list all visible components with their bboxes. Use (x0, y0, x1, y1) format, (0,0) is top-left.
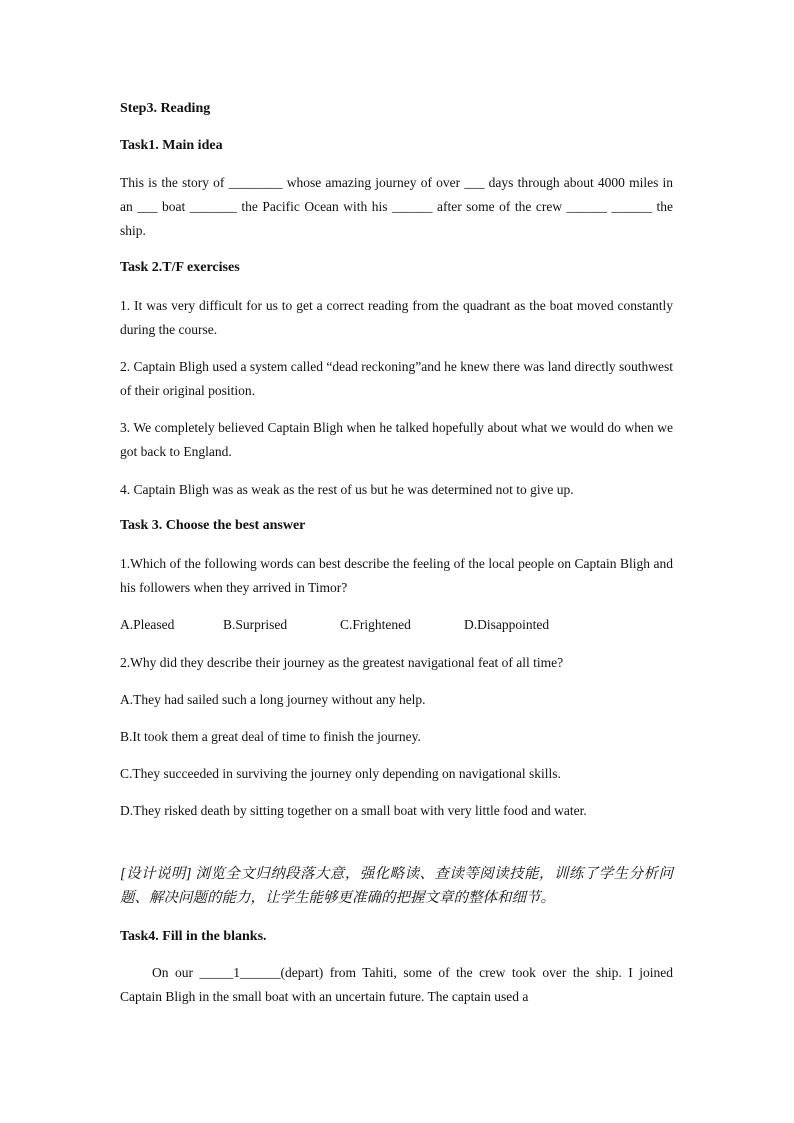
question-1-options (120, 616, 673, 634)
task4-heading: Task4. Fill in the blanks. (120, 929, 267, 944)
tf-item-3: 3. We completely believed Captain Bligh when he talked hopefully about what we would do when we got back to England. (120, 420, 673, 459)
task3-heading: Task 3. Choose the best answer (120, 518, 306, 533)
q1-option-b: B.Surprised (223, 617, 288, 632)
task2-heading: Task 2.T/F exercises (120, 260, 240, 275)
design-note: [设计说明] 浏览全文归纳段落大意，强化略读、查读等阅读技能，训练了学生分析问题、解决问题的能力，让学生能够更准确的把握文章的整体和细节。 (120, 866, 673, 906)
question-1: 1.Which of the following words can best describe the feeling of the local people on Captain Bligh and his followers when they arrived in Timor? (120, 556, 673, 595)
step3-heading: Step3. Reading (120, 101, 211, 116)
q1-option-d: D.Disappointed (464, 617, 550, 632)
q2-option-a: A.They had sailed such a long journey without any help. (120, 692, 426, 707)
tf-item-1: 1. It was very difficult for us to get a correct reading from the quadrant as the boat moved constantly during the course. (120, 298, 673, 337)
q2-option-b: B.It took them a great deal of time to finish the journey. (120, 729, 421, 744)
question-2: 2.Why did they describe their journey as the greatest navigational feat of all time? (120, 655, 564, 670)
tf-item-2: 2. Captain Bligh used a system called “dead reckoning”and he knew there was land directly southwest of their original position. (120, 359, 673, 398)
task4-text: On our _____1______(depart) from Tahiti, some of the crew took over the ship. I joined Captain Bligh in the small boat with an uncertain future. The captain used a (120, 965, 673, 1004)
task1-heading: Task1. Main idea (120, 138, 223, 153)
q1-option-c: C.Frightened (340, 617, 411, 632)
q1-option-a: A.Pleased (120, 617, 175, 632)
q2-option-d: D.They risked death by sitting together on a small boat with very little food and water. (120, 803, 587, 818)
task1-text: This is the story of ________ whose amazing journey of over ___ days through about 4000 miles in an ___ boat _______ the Pacific Ocean with his ______ after some of the crew ______ ______ the ship. (120, 175, 673, 238)
tf-item-4: 4. Captain Bligh was as weak as the rest of us but he was determined not to give up. (120, 482, 574, 497)
q2-option-c: C.They succeeded in surviving the journey only depending on navigational skills. (120, 766, 561, 781)
